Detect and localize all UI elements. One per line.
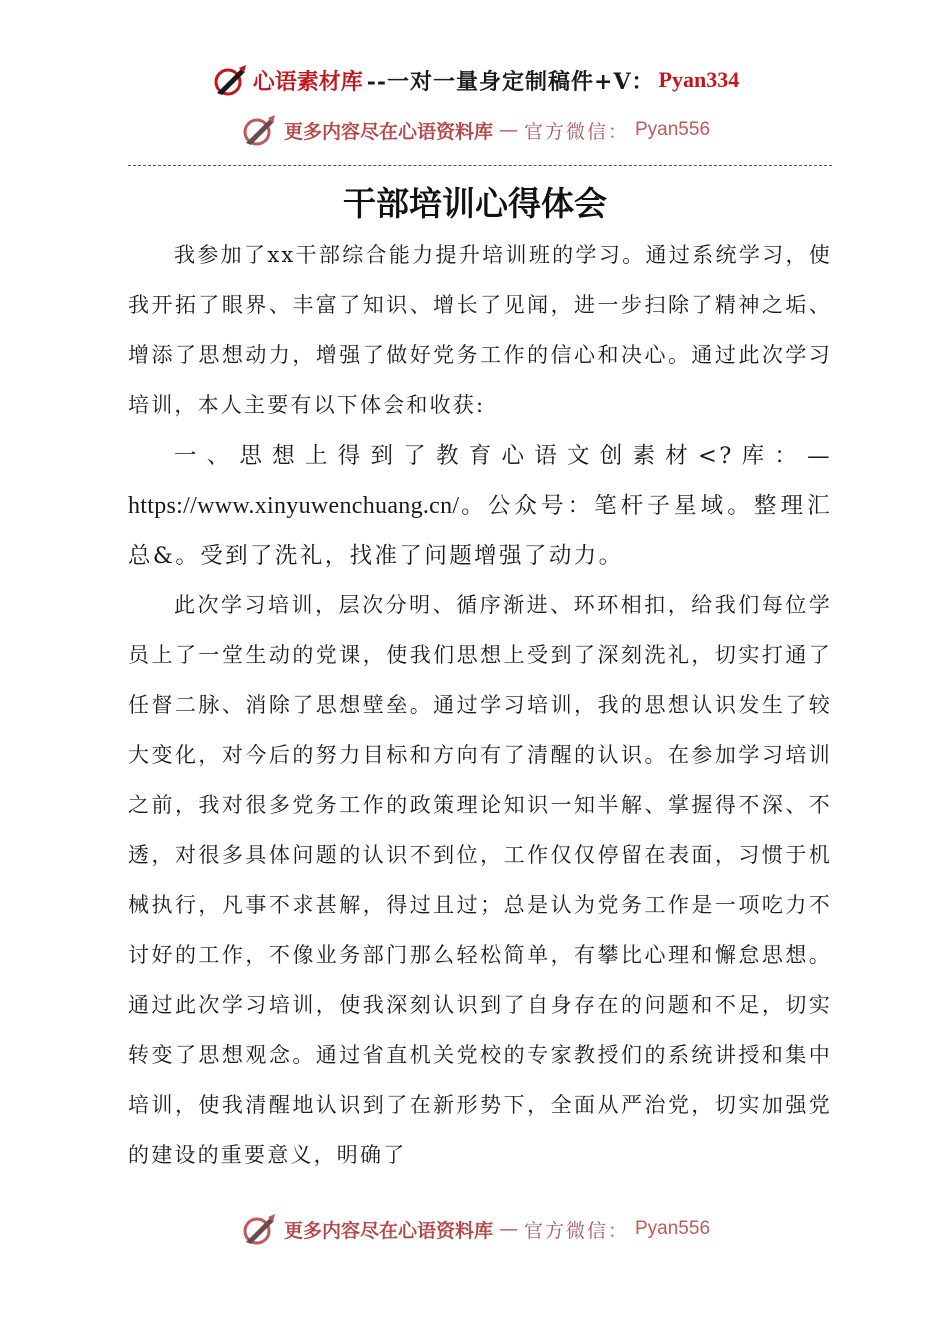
pen-logo-icon bbox=[240, 1212, 278, 1246]
banner-wechat-label: 官方微信： bbox=[523, 120, 629, 143]
banner-top bbox=[0, 112, 950, 148]
paragraph-text bbox=[128, 431, 832, 581]
document-title: 干部培训心得体会 bbox=[343, 184, 607, 223]
website-link: https://www.xinyuwenchuang.cn/ bbox=[128, 493, 460, 519]
banner-text: 更多内容尽在心语资料库 bbox=[283, 120, 493, 143]
section-heading-text-tail: 。公众号：笔杆子星域。整理汇总&。受到了洗礼，找准了问题增强了动力。 bbox=[128, 493, 832, 569]
banner-dash: — bbox=[498, 1218, 518, 1240]
paragraph-section-heading bbox=[128, 431, 832, 581]
paragraph-text: 此次学习培训，层次分明、循序渐进、环环相扣，给我们每位学员上了一堂生动的党课，使我们思想上受到了深刻洗礼，切实打通了任督二脉、消除了思想壁垒。通过学习培训，我的思想认识发生了较大变化，对今后的努力目标和方向有了清醒的认识。在参加学习培训之前，我对很多党务工作的政策理论知识一知半解、掌握得不深、不透，对很多具体问题的认识不到位，工作仅仅停留在表面，习惯于机械执行，凡事不求甚解，得过且过；总是认为党务工作是一项吃力不讨好的工作，不像业务部门那么轻松简单，有攀比心理和懈怠思想。通过此次学习培训，使我深刻认识到了自身存在的问题和不足，切实转变了思想观念。通过省直机关党校的专家教授们的系统讲授和集中培训，使我清醒地认识到了在新形势下，全面从严治党，切实加强党的建设的重要意义，明确了 bbox=[128, 593, 832, 1167]
pen-logo-icon bbox=[211, 63, 249, 97]
pen-logo-icon bbox=[240, 113, 278, 147]
header-divider bbox=[128, 165, 832, 166]
banner-dash: — bbox=[498, 119, 518, 141]
brand-name: 心语素材库 bbox=[252, 68, 363, 95]
paragraph-intro bbox=[128, 230, 832, 430]
paragraph-body bbox=[128, 580, 832, 1180]
header-tagline: --一对一量身定制稿件+V： bbox=[366, 68, 655, 95]
section-heading-text: 一、思想上得到了教育心语文创素材<?库：— bbox=[174, 443, 832, 469]
header-top bbox=[0, 62, 950, 98]
banner-bottom bbox=[0, 1211, 950, 1247]
banner-wechat-id: Pyan556 bbox=[635, 1218, 711, 1239]
banner-text: 更多内容尽在心语资料库 bbox=[283, 1219, 493, 1242]
banner-wechat-id: Pyan556 bbox=[635, 119, 711, 140]
header-contact: Pyan334 bbox=[658, 67, 740, 92]
paragraph-text: 我参加了xx干部综合能力提升培训班的学习。通过系统学习，使我开拓了眼界、丰富了知识、增长了见闻，进一步扫除了精神之垢、增添了思想动力，增强了做好党务工作的信心和决心。通过此次学习培训，本人主要有以下体会和收获: bbox=[128, 243, 832, 417]
banner-wechat-label: 官方微信： bbox=[523, 1219, 629, 1242]
